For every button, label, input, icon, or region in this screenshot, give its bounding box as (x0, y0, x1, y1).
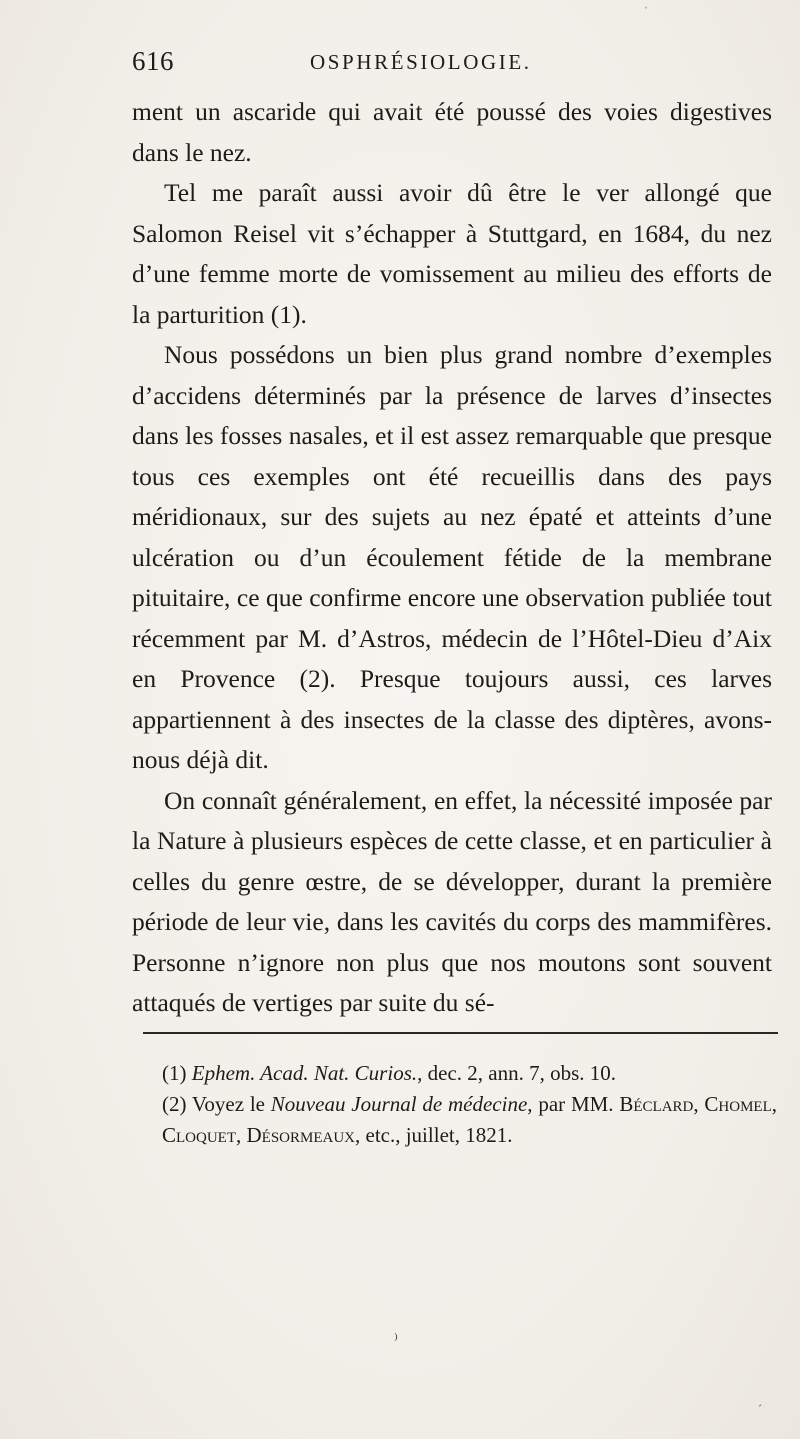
footnote-authors: Béclard, Chomel, Cloquet, Désormeaux (162, 1092, 778, 1147)
footnote-source: Ephem. Acad. Nat. Curios. (191, 1061, 418, 1085)
footnote-1 (132, 1058, 777, 1089)
footnote-by: , par MM. (527, 1092, 614, 1116)
paragraph: Tel me paraît aussi avoir dû être le ver allongé que Salomon Reisel vit s’échapper à Stuttgard, en 1684, du nez d’une femme morte de vomissement au milieu des efforts de la parturition (1). (132, 178, 772, 329)
running-head: OSPHRÉSIOLOGIE. (310, 50, 532, 74)
footnote-marker: (2) (162, 1092, 187, 1116)
paragraph-continuation: ment un ascaride qui avait été poussé des voies digestives dans le nez. (132, 97, 772, 167)
footnote-reference: , dec. 2, ann. 7, obs. 10. (417, 1061, 617, 1085)
footnote-2 (132, 1089, 777, 1151)
footnotes (132, 1058, 777, 1151)
page-header (132, 46, 772, 86)
footnote-marker: (1) (162, 1061, 187, 1085)
footnote-journal-title: Nouveau Journal de médecine (270, 1092, 528, 1116)
main-text (132, 92, 772, 1024)
page-number: 616 (132, 46, 174, 76)
footnote-prefix: Voyez le (191, 1092, 265, 1116)
paragraph: Nous possédons un bien plus grand nombre d’exemples d’accidens déterminés par la présence de larves d’insectes dans les fosses nasales, et il est assez remarquable que presque tous ces exemples ont été recueillis dans des pays méridionaux, sur des sujets au nez épaté et atteints d’une ulcération ou d’un écoulement fétide de la membrane pituitaire, ce que confirme encore une observation publiée tout récemment par M. d’Astros, médecin de l’Hôtel-Dieu d’Aix en Provence (2). Presque toujours aussi, ces larves appartiennent à des insectes de la classe des diptères, avons-nous déjà dit. (132, 340, 772, 774)
footnote-suffix: , etc., juillet, 1821. (355, 1123, 513, 1147)
paragraph: On connaît généralement, en effet, la nécessité imposée par la Nature à plusieurs espèces de cette classe, et en particulier à celles du genre œstre, de se développer, durant la première période de leur vie, dans les cavités du corps des mammifères. Personne n’ignore non plus que nos moutons sont souvent attaqués de vertiges par suite du sé- (132, 785, 772, 1017)
footnote-rule (143, 1032, 778, 1034)
ink-speck: ⁾ (394, 1332, 398, 1349)
ink-speck: ˊ (758, 1402, 762, 1416)
ink-speck: ˈ (644, 4, 648, 18)
